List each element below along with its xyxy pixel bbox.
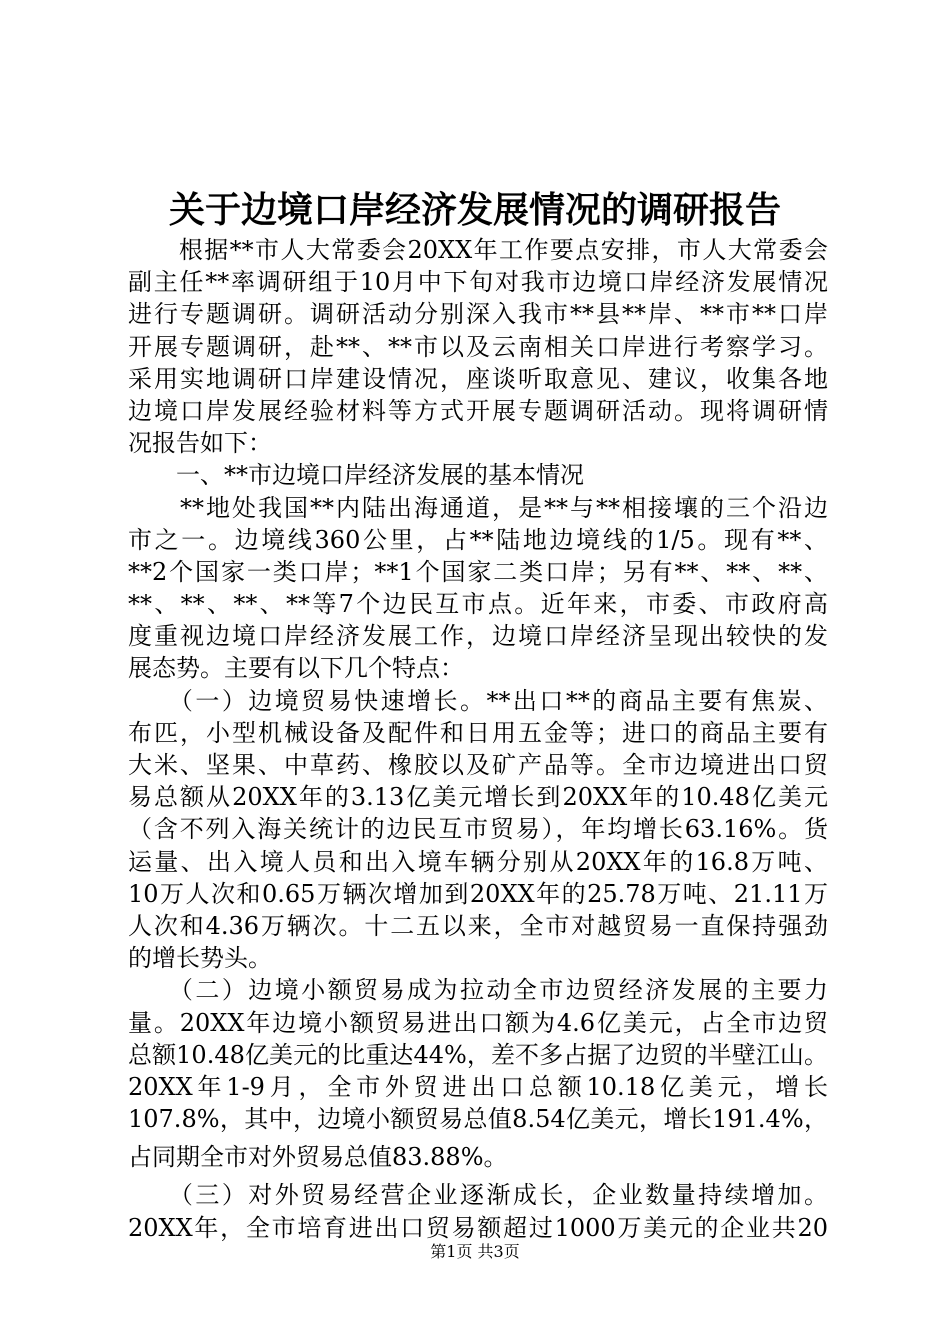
text-line: （一）边境贸易快速增长。**出口**的商品主要有焦炭、 [128, 686, 828, 715]
text-line: 运量、出入境人员和出入境车辆分别从20XX年的16.8万吨、 [128, 847, 828, 876]
text-line: 人次和4.36万辆次。十二五以来，全市对越贸易一直保持强劲 [128, 911, 828, 940]
text-line: **地处我国**内陆出海通道，是**与**相接壤的三个沿边 [128, 493, 828, 522]
text-line: 根据**市人大常委会20XX年工作要点安排，市人大常委会 [128, 236, 828, 264]
text-line: **2个国家一类口岸；**1个国家二类口岸；另有**、**、**、 [128, 557, 828, 586]
text-line: 量。20XX年边境小额贸易进出口额为4.6亿美元，占全市边贸 [128, 1008, 828, 1037]
text-line: 采用实地调研口岸建设情况，座谈听取意见、建议，收集各地 [128, 364, 828, 393]
page-footer: 第1页 共3页 [430, 1242, 520, 1261]
text-line: 占同期全市对外贸易总值83.88%。 [128, 1143, 508, 1172]
text-line: （二）边境小额贸易成为拉动全市边贸经济发展的主要力 [128, 976, 828, 1005]
text-line: 的增长势头。 [128, 944, 272, 973]
text-line: 开展专题调研，赴**、**市以及云南相关口岸进行考察学习。 [128, 332, 828, 361]
text-line: **、**、**、**等7个边民互市点。近年来，市委、市政府高 [128, 590, 828, 619]
text-line: （三）对外贸易经营企业逐渐成长，企业数量持续增加。 [128, 1181, 828, 1210]
text-line: 副主任**率调研组于10月中下旬对我市边境口岸经济发展情况 [128, 268, 828, 297]
text-line: 布匹，小型机械设备及配件和日用五金等；进口的商品主要有 [128, 718, 828, 747]
text-line: 边境口岸发展经验材料等方式开展专题调研活动。现将调研情 [128, 396, 828, 425]
text-line: 20XX年1-9月，全市外贸进出口总额10.18亿美元，增长 [128, 1072, 828, 1101]
text-line: 20XX年，全市培育进出口贸易额超过1000万美元的企业共20 [128, 1213, 828, 1242]
text-line: 总额10.48亿美元的比重达44%，差不多占据了边贸的半壁江山。 [128, 1040, 828, 1069]
document-body [128, 234, 828, 1244]
text-line: 况报告如下： [128, 429, 272, 458]
document-title: 关于边境口岸经济发展情况的调研报告 [168, 189, 781, 231]
text-line: 展态势。主要有以下几个特点： [128, 654, 464, 683]
text-line: 107.8%，其中，边境小额贸易总值8.54亿美元，增长191.4%， [128, 1105, 828, 1134]
text-line: 度重视边境口岸经济发展工作，边境口岸经济呈现出较快的发 [128, 622, 828, 651]
text-line: 一、**市边境口岸经济发展的基本情况 [128, 461, 584, 490]
text-line: 10万人次和0.65万辆次增加到20XX年的25.78万吨、21.11万 [128, 879, 828, 908]
text-line: 市之一。边境线360公里，占**陆地边境线的1/5。现有**、 [128, 525, 828, 554]
text-line: 易总额从20XX年的3.13亿美元增长到20XX年的10.48亿美元 [128, 783, 828, 812]
text-line: 大米、坚果、中草药、橡胶以及矿产品等。全市边境进出口贸 [128, 751, 828, 779]
text-line: 进行专题调研。调研活动分别深入我市**县**岸、**市**口岸 [128, 300, 828, 329]
text-line: （含不列入海关统计的边民互市贸易），年均增长63.16%。货 [128, 815, 828, 844]
